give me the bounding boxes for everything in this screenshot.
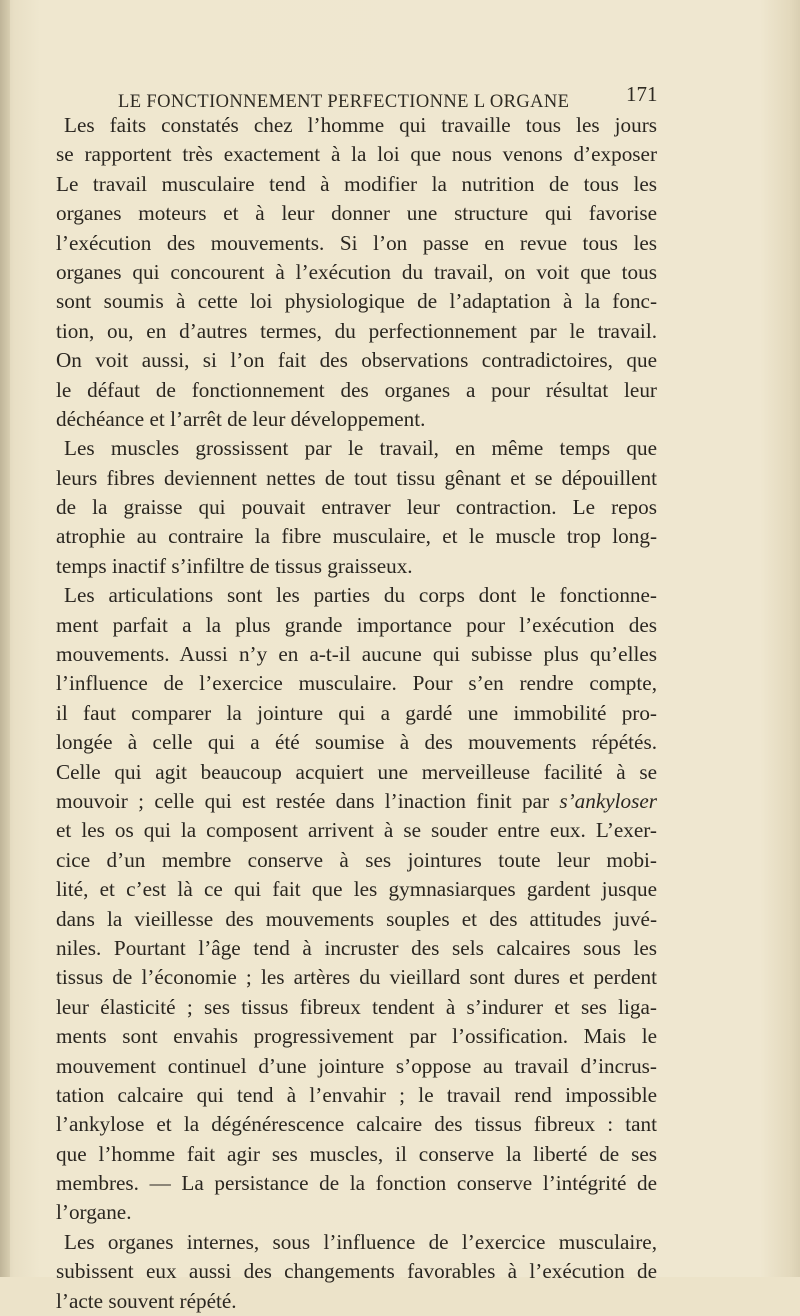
text-line: sont soumis à cette loi physiologique de l’adaptation à la fonc- <box>56 289 657 314</box>
text-line: Les articulations sont les parties du corps dont le fonctionne- <box>64 583 657 608</box>
text-line: atrophie au contraire la fibre musculaire, et le muscle trop long- <box>56 524 657 549</box>
text-line: l’ankylose et la dégénérescence calcaire des tissus fibreux : tant <box>56 1112 657 1137</box>
text-line: tion, ou, en d’autres termes, du perfectionnement par le travail. <box>56 318 657 343</box>
text-line-with-italic <box>56 787 657 816</box>
text-line: leur élasticité ; ses tissus fibreux tendent à s’indurer et ses liga- <box>56 994 657 1019</box>
text-line: le défaut de fonctionnement des organes a pour résultat leur <box>56 377 657 402</box>
text-line: il faut comparer la jointure qui a gardé une immobilité pro- <box>56 700 657 725</box>
text-line: niles. Pourtant l’âge tend à incruster des sels calcaires sous les <box>56 935 657 960</box>
text-line: Celle qui agit beaucoup acquiert une merveilleuse facilité à se <box>56 759 657 784</box>
text-line: leurs fibres deviennent nettes de tout tissu gênant et se dépouillent <box>56 465 657 490</box>
page-binding-edge <box>0 0 10 1277</box>
text-line: de la graisse qui pouvait entraver leur contraction. Le repos <box>56 495 657 520</box>
text-line: On voit aussi, si l’on fait des observations contradictoires, que <box>56 348 657 373</box>
text-line: longée à celle qui a été soumise à des mouvements répétés. <box>56 730 657 755</box>
text-line: l’exécution des mouvements. Si l’on passe en revue tous les <box>56 230 657 255</box>
body-text <box>56 111 657 1316</box>
text-line: organes moteurs et à leur donner une structure qui favorise <box>56 201 657 226</box>
italic-term: s’ankyloser <box>559 788 657 813</box>
text-line: lité, et c’est là ce qui fait que les gymnasiarques gardent jusque <box>56 877 657 902</box>
text-line: dans la vieillesse des mouvements souples et des attitudes juvé- <box>56 906 657 931</box>
text-line: tation calcaire qui tend à l’envahir ; le travail rend impossible <box>56 1082 657 1107</box>
text-line: subissent eux aussi des changements favorables à l’exécution de <box>56 1259 657 1284</box>
text-line: que l’homme fait agir ses muscles, il conserve la liberté de ses <box>56 1141 657 1166</box>
text-line: déchéance et l’arrêt de leur développement. <box>56 406 426 431</box>
text-line: tissus de l’économie ; les artères du vieillard sont dures et perdent <box>56 965 657 990</box>
text-line: organes qui concourent à l’exécution du travail, on voit que tous <box>56 259 657 284</box>
text-line: cice d’un membre conserve à ses jointures toute leur mobi- <box>56 847 657 872</box>
page-number: 171 <box>626 82 658 106</box>
text-line: ments sont envahis progressivement par l’ossification. Mais le <box>56 1024 657 1049</box>
text-line: l’organe. <box>56 1200 132 1225</box>
text-line: membres. — La persistance de la fonction conserve l’intégrité de <box>56 1171 657 1196</box>
text-line: l’acte souvent répété. <box>56 1288 237 1313</box>
text-line: Les faits constatés chez l’homme qui travaille tous les jours <box>64 113 657 137</box>
text-line: se rapportent très exactement à la loi que nous venons d’exposer <box>56 142 657 167</box>
text-line: Les muscles grossissent par le travail, en même temps que <box>64 436 657 461</box>
text-line: l’influence de l’exercice musculaire. Pour s’en rendre compte, <box>56 671 657 696</box>
text-line: mouvement continuel d’une jointure s’oppose au travail d’incrus- <box>56 1053 657 1078</box>
text-line: ment parfait a la plus grande importance pour l’exécution des <box>56 612 657 637</box>
text-segment: mouvoir ; celle qui est restée dans l’inaction finit par <box>56 788 549 813</box>
text-line: temps inactif s’infiltre de tissus graisseux. <box>56 553 413 578</box>
text-line: Les organes internes, sous l’influence de l’exercice musculaire, <box>64 1229 657 1254</box>
text-line: mouvements. Aussi n’y en a-t-il aucune qui subisse plus qu’elles <box>56 642 657 667</box>
running-title: LE FONCTIONNEMENT PERFECTIONNE L ORGANE <box>118 92 570 112</box>
text-line: et les os qui la composent arrivent à se souder entre eux. L’exer- <box>56 818 657 843</box>
text-line: Le travail musculaire tend à modifier la nutrition de tous les <box>56 171 657 196</box>
